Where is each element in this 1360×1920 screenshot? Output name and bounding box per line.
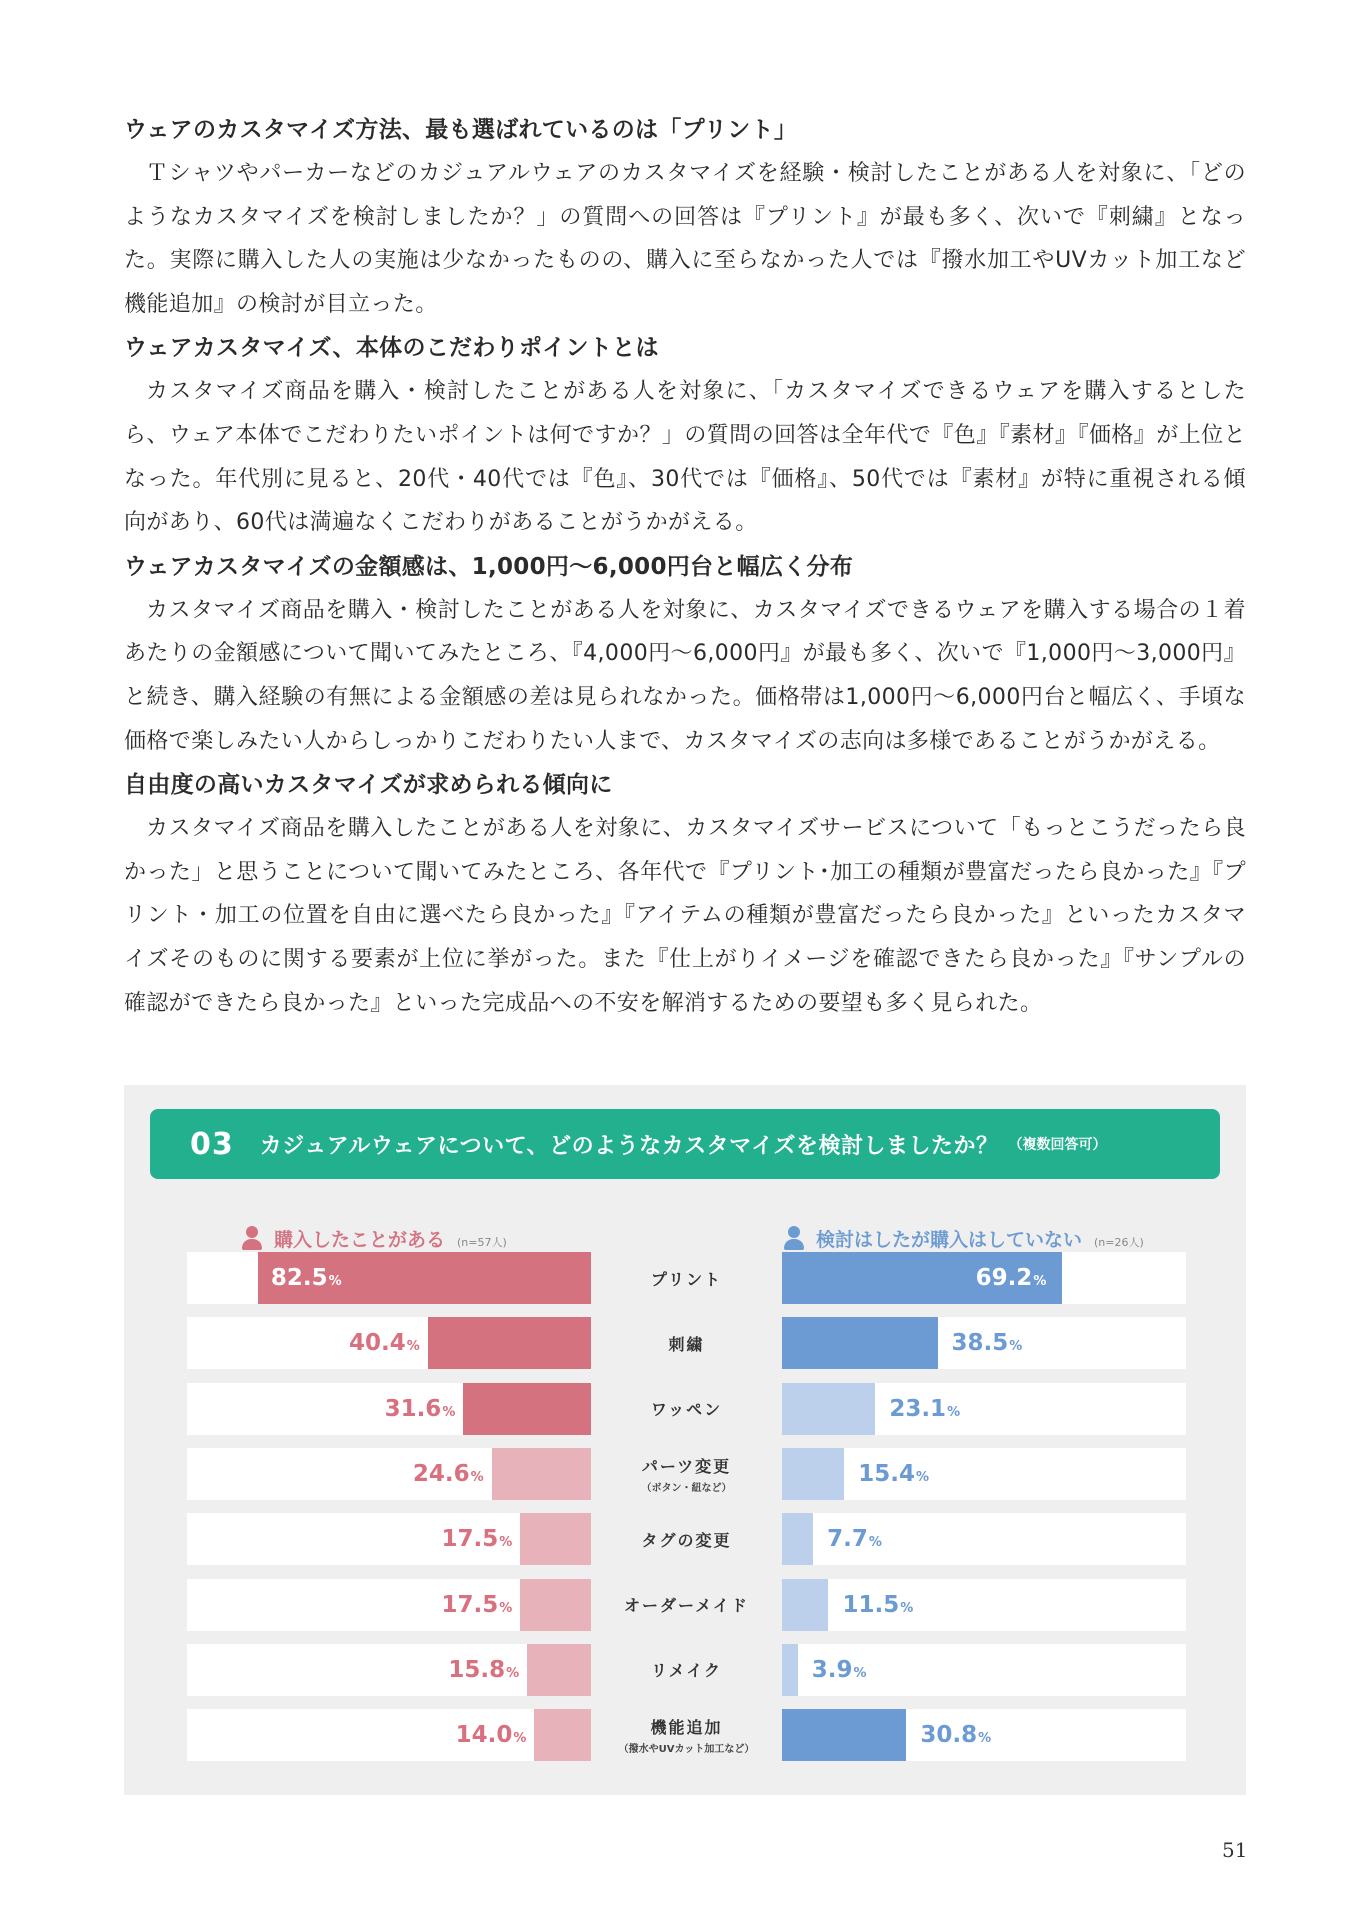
value-label-purchased bbox=[442, 1513, 513, 1565]
value-unit: % bbox=[499, 1535, 513, 1551]
value-unit: % bbox=[328, 1274, 342, 1289]
chart-row bbox=[124, 1252, 1246, 1304]
category-name: タグの変更 bbox=[641, 1530, 732, 1550]
bar-track-not-purchased bbox=[782, 1513, 1186, 1565]
value-number: 24.6 bbox=[412, 1460, 470, 1487]
value-number: 14.0 bbox=[455, 1722, 513, 1749]
legend-purchased-label: 購入したことがある bbox=[274, 1229, 446, 1251]
category-note: （撥水やUVカット加工など） bbox=[618, 1744, 755, 1756]
value-label-purchased bbox=[349, 1317, 420, 1369]
category-label bbox=[591, 1644, 782, 1696]
question-number: 03 bbox=[190, 1126, 234, 1162]
bar-not-purchased bbox=[782, 1383, 875, 1435]
bar-purchased bbox=[428, 1317, 591, 1369]
bar-track-not-purchased bbox=[782, 1252, 1186, 1304]
bar-track-purchased bbox=[187, 1317, 591, 1369]
article-body bbox=[124, 108, 1246, 1025]
bar-not-purchased bbox=[782, 1579, 828, 1631]
category-label bbox=[591, 1709, 782, 1761]
value-number: 17.5 bbox=[441, 1526, 499, 1553]
bar-not-purchased bbox=[782, 1317, 938, 1369]
value-label-purchased bbox=[456, 1709, 527, 1761]
value-unit: % bbox=[1009, 1339, 1023, 1355]
value-number: 31.6 bbox=[384, 1395, 442, 1422]
section-heading-1: ウェアのカスタマイズ方法、最も選ばれているのは「プリント」 bbox=[124, 117, 798, 143]
value-unit: % bbox=[442, 1404, 456, 1420]
value-number: 15.8 bbox=[448, 1656, 506, 1683]
chart-row bbox=[124, 1709, 1246, 1761]
bar-not-purchased bbox=[782, 1709, 906, 1761]
chart-panel bbox=[124, 1085, 1246, 1795]
bar-track-purchased bbox=[187, 1383, 591, 1435]
legend-not-purchased bbox=[784, 1222, 1144, 1252]
value-unit: % bbox=[513, 1731, 527, 1747]
section-heading-4: 自由度の高いカスタマイズが求められる傾向に bbox=[124, 772, 613, 799]
category-label bbox=[591, 1579, 782, 1631]
value-unit: % bbox=[470, 1469, 484, 1485]
bar-not-purchased bbox=[782, 1448, 844, 1500]
value-unit: % bbox=[406, 1339, 420, 1355]
value-unit: % bbox=[900, 1600, 914, 1616]
value-label-purchased bbox=[271, 1252, 342, 1304]
value-unit: % bbox=[947, 1404, 961, 1420]
value-unit: % bbox=[853, 1665, 867, 1681]
bar-purchased bbox=[520, 1579, 591, 1631]
question-banner bbox=[150, 1109, 1220, 1179]
value-label-purchased bbox=[448, 1644, 519, 1696]
category-name: プリント bbox=[650, 1269, 723, 1289]
section-paragraph-2: カスタマイズ商品を購入・検討したことがある人を対象に、「カスタマイズできるウェアを購入するとしたら、ウェア本体でこだわりたいポイントは何ですか？」の質問の回答は全年代で『色』『素材』『価格』が上位となった。年代別に見ると、20代・40代では『色』、30代では『価格』、50代では『素材』が特に重視される傾向があり、60代は満遍なくこだわりがあることがうかがえる。 bbox=[124, 379, 1246, 536]
category-name: リメイク bbox=[650, 1661, 723, 1681]
category-label bbox=[591, 1317, 782, 1369]
value-number: 69.2 bbox=[975, 1265, 1033, 1291]
person-icon bbox=[784, 1226, 804, 1250]
section-paragraph-4: カスタマイズ商品を購入したことがある人を対象に、カスタマイズサービスについて「もっとこうだったら良かった」と思うことについて聞いてみたところ、各年代で『プリント･加工の種類が豊富だったら良かった』『プリント・加工の位置を自由に選べたら良かった』『アイテムの種類が豊富だったら良かった』といったカスタマイズそのものに関する要素が上位に挙がった。また『仕上がりイメージを確認できたら良かった』『サンプルの確認ができたら良かった』といった完成品への不安を解消するための要望も多く見られた。 bbox=[124, 816, 1246, 1016]
value-unit: % bbox=[506, 1665, 520, 1681]
value-number: 17.5 bbox=[441, 1591, 499, 1618]
value-number: 82.5 bbox=[270, 1265, 328, 1291]
bar-track-purchased bbox=[187, 1709, 591, 1761]
value-label-purchased bbox=[413, 1448, 484, 1500]
bar-track-not-purchased bbox=[782, 1709, 1186, 1761]
bar-track-not-purchased bbox=[782, 1317, 1186, 1369]
bar-track-purchased bbox=[187, 1448, 591, 1500]
bar-purchased bbox=[527, 1644, 591, 1696]
section-paragraph-1: Ｔシャツやパーカーなどのカジュアルウェアのカスタマイズを経験・検討したことがある人を対象に、「どのようなカスタマイズを検討しましたか？」の質問への回答は『プリント』が最も多く、次いで『刺繍』となった。実際に購入した人の実施は少なかったものの、購入に至らなかった人では『撥水加工やUVカット加工など機能追加』の検討が目立った。 bbox=[124, 161, 1246, 317]
bar-track-not-purchased bbox=[782, 1383, 1186, 1435]
bar-track-purchased bbox=[187, 1252, 591, 1304]
bar-purchased bbox=[492, 1448, 591, 1500]
value-unit: % bbox=[1033, 1274, 1047, 1289]
chart-title-note: （複数回答可） bbox=[1008, 1137, 1107, 1153]
category-name: オーダーメイド bbox=[624, 1596, 749, 1615]
value-label-not-purchased bbox=[976, 1252, 1047, 1304]
bar-not-purchased bbox=[782, 1644, 798, 1696]
value-label-not-purchased bbox=[952, 1317, 1023, 1369]
bar-purchased bbox=[520, 1513, 591, 1565]
chart-row bbox=[124, 1513, 1246, 1565]
page-number: 51 bbox=[1222, 1838, 1248, 1862]
person-icon bbox=[242, 1226, 262, 1250]
legend-purchased-n: (n=57人) bbox=[457, 1236, 507, 1249]
value-number: 3.9 bbox=[811, 1656, 853, 1683]
value-label-not-purchased bbox=[842, 1579, 913, 1631]
value-number: 38.5 bbox=[951, 1330, 1009, 1357]
value-label-not-purchased bbox=[812, 1644, 867, 1696]
value-unit: % bbox=[978, 1731, 992, 1747]
section-heading-2: ウェアカスタマイズ、本体のこだわりポイントとは bbox=[124, 335, 659, 362]
category-label bbox=[591, 1252, 782, 1304]
chart-row bbox=[124, 1448, 1246, 1500]
value-label-not-purchased bbox=[827, 1513, 882, 1565]
chart-row bbox=[124, 1383, 1246, 1435]
bar-track-purchased bbox=[187, 1579, 591, 1631]
bar-not-purchased bbox=[782, 1513, 813, 1565]
category-name: ワッペン bbox=[650, 1400, 723, 1420]
category-name: 機能追加 bbox=[650, 1718, 723, 1738]
chart-title: カジュアルウェアについて、どのようなカスタマイズを検討しましたか？ bbox=[259, 1133, 999, 1159]
category-note: （ボタン・紐など） bbox=[641, 1482, 732, 1494]
bar-track-not-purchased bbox=[782, 1644, 1186, 1696]
value-number: 23.1 bbox=[889, 1395, 947, 1422]
value-label-not-purchased bbox=[889, 1383, 960, 1435]
bar-track-not-purchased bbox=[782, 1579, 1186, 1631]
bar-purchased bbox=[463, 1383, 591, 1435]
chart-row bbox=[124, 1644, 1246, 1696]
value-number: 7.7 bbox=[827, 1526, 868, 1553]
value-unit: % bbox=[499, 1600, 513, 1616]
section-paragraph-3: カスタマイズ商品を購入・検討したことがある人を対象に、カスタマイズできるウェアを購入する場合の１着あたりの金額感について聞いてみたところ、『4,000円～6,000円』が最も多く、次いで『1,000円～3,000円』と続き、購入経験の有無による金額感の差は見られなかった。価格帯は1,000円～6,000円台と幅広く、手頃な価格で楽しみたい人からしっかりこだわりたい人まで、カスタマイズの志向は多様であることがうかがえる。 bbox=[124, 597, 1246, 754]
value-label-not-purchased bbox=[858, 1448, 929, 1500]
value-label-purchased bbox=[442, 1579, 513, 1631]
bar-track-not-purchased bbox=[782, 1448, 1186, 1500]
category-label bbox=[591, 1448, 782, 1500]
category-name: パーツ変更 bbox=[641, 1456, 732, 1476]
value-number: 40.4 bbox=[349, 1330, 406, 1357]
value-label-not-purchased bbox=[920, 1709, 991, 1761]
chart-row bbox=[124, 1317, 1246, 1369]
legend-not-purchased-label: 検討はしたが購入はしていない bbox=[816, 1229, 1083, 1251]
bar-track-purchased bbox=[187, 1644, 591, 1696]
category-label bbox=[591, 1513, 782, 1565]
bar-purchased bbox=[534, 1709, 591, 1761]
value-unit: % bbox=[915, 1469, 929, 1485]
value-unit: % bbox=[868, 1535, 882, 1551]
value-number: 30.8 bbox=[920, 1722, 978, 1749]
bar-track-purchased bbox=[187, 1513, 591, 1565]
value-label-purchased bbox=[385, 1383, 456, 1435]
value-number: 11.5 bbox=[842, 1591, 900, 1618]
section-heading-3: ウェアカスタマイズの金額感は、1,000円～6,000円台と幅広く分布 bbox=[124, 553, 854, 580]
value-number: 15.4 bbox=[858, 1460, 915, 1487]
legend-purchased bbox=[242, 1222, 507, 1252]
chart-row bbox=[124, 1579, 1246, 1631]
category-label bbox=[591, 1383, 782, 1435]
category-name: 刺繍 bbox=[668, 1334, 705, 1354]
legend-not-purchased-n: (n=26人) bbox=[1094, 1236, 1144, 1249]
